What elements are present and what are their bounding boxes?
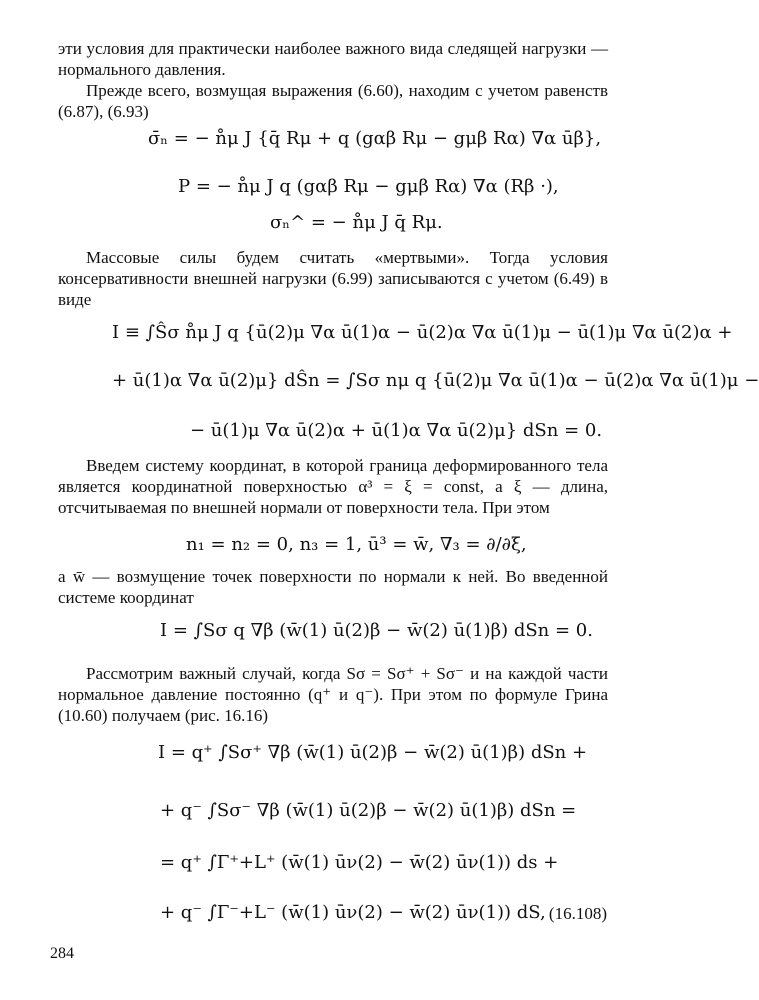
paragraph-2: Прежде всего, возмущая выражения (6.60), находим с учетом равенств (6.87), (6.93) bbox=[58, 81, 608, 121]
equation-sigma-hat: σₙ^ = − n̊μ J q̄ Rμ. bbox=[270, 212, 443, 233]
paragraph-6: Рассмотрим важный случай, когда Sσ = Sσ⁺ + Sσ⁻ и на каждой части нормальное давление постоянно (q⁺ и q⁻). При этом по формуле Грина (10.60) получаем (рис. 16.16) bbox=[58, 664, 608, 725]
equation-number: (16.108) bbox=[548, 904, 607, 923]
equation-P: P = − n̊μ J q (gαβ Rμ − gμβ Rα) ∇α (Rβ ·), bbox=[178, 176, 559, 197]
paragraph-1: эти условия для практически наиболее важного вида следящей нагрузки — нормального давления. bbox=[58, 39, 608, 79]
equation-coordinates: n₁ = n₂ = 0, n₃ = 1, ū³ = w̄, ∇₃ = ∂/∂ξ, bbox=[186, 534, 527, 555]
equation-I-line2: + ū(1)α ∇α ū(2)μ} dŜn = ∫Sσ nμ q {ū(2)μ ∇α ū(1)α − ū(2)α ∇α ū(1)μ − bbox=[112, 370, 759, 391]
equation-green-line4: + q⁻ ∫Γ⁻+L⁻ (w̄(1) ūν(2) − w̄(2) ūν(1)) dS, bbox=[160, 902, 546, 923]
equation-green-line1: I = q⁺ ∫Sσ⁺ ∇β (w̄(1) ū(2)β − w̄(2) ū(1)β) dSn + bbox=[158, 742, 588, 763]
paragraph-3: Массовые силы будем считать «мертвыми». Тогда условия консервативности внешней нагрузки (6.99) записываются с учетом (6.49) в виде bbox=[58, 248, 608, 309]
equation-green-line2: + q⁻ ∫Sσ⁻ ∇β (w̄(1) ū(2)β − w̄(2) ū(1)β) dSn = bbox=[160, 800, 577, 821]
equation-I-line1: I ≡ ∫Ŝσ n̊μ J q {ū(2)μ ∇α ū(1)α − ū(2)α ∇α ū(1)μ − ū(1)μ ∇α ū(2)α + bbox=[112, 322, 733, 343]
equation-green-line3: = q⁺ ∫Γ⁺+L⁺ (w̄(1) ūν(2) − w̄(2) ūν(1)) ds + bbox=[160, 852, 559, 873]
equation-I-line3: − ū(1)μ ∇α ū(2)α + ū(1)α ∇α ū(2)μ} dSn = 0. bbox=[190, 420, 603, 441]
page-number: 284 bbox=[50, 945, 74, 962]
paragraph-5: а w̄ — возмущение точек поверхности по нормали к ней. Во введенной системе координат bbox=[58, 567, 608, 607]
equation-sigma-n: σ̄ₙ = − n̊μ J {q̄ Rμ + q (gαβ Rμ − gμβ Rα) ∇α ūβ}, bbox=[148, 128, 602, 149]
equation-I-surface: I = ∫Sσ q ∇β (w̄(1) ū(2)β − w̄(2) ū(1)β) dSn = 0. bbox=[160, 620, 593, 641]
paragraph-4: Введем систему координат, в которой граница деформированного тела является координатной поверхностью α³ = ξ = const, а ξ — длина, отсчитываемая по внешней нормали от поверхности тела. При этом bbox=[58, 456, 608, 517]
